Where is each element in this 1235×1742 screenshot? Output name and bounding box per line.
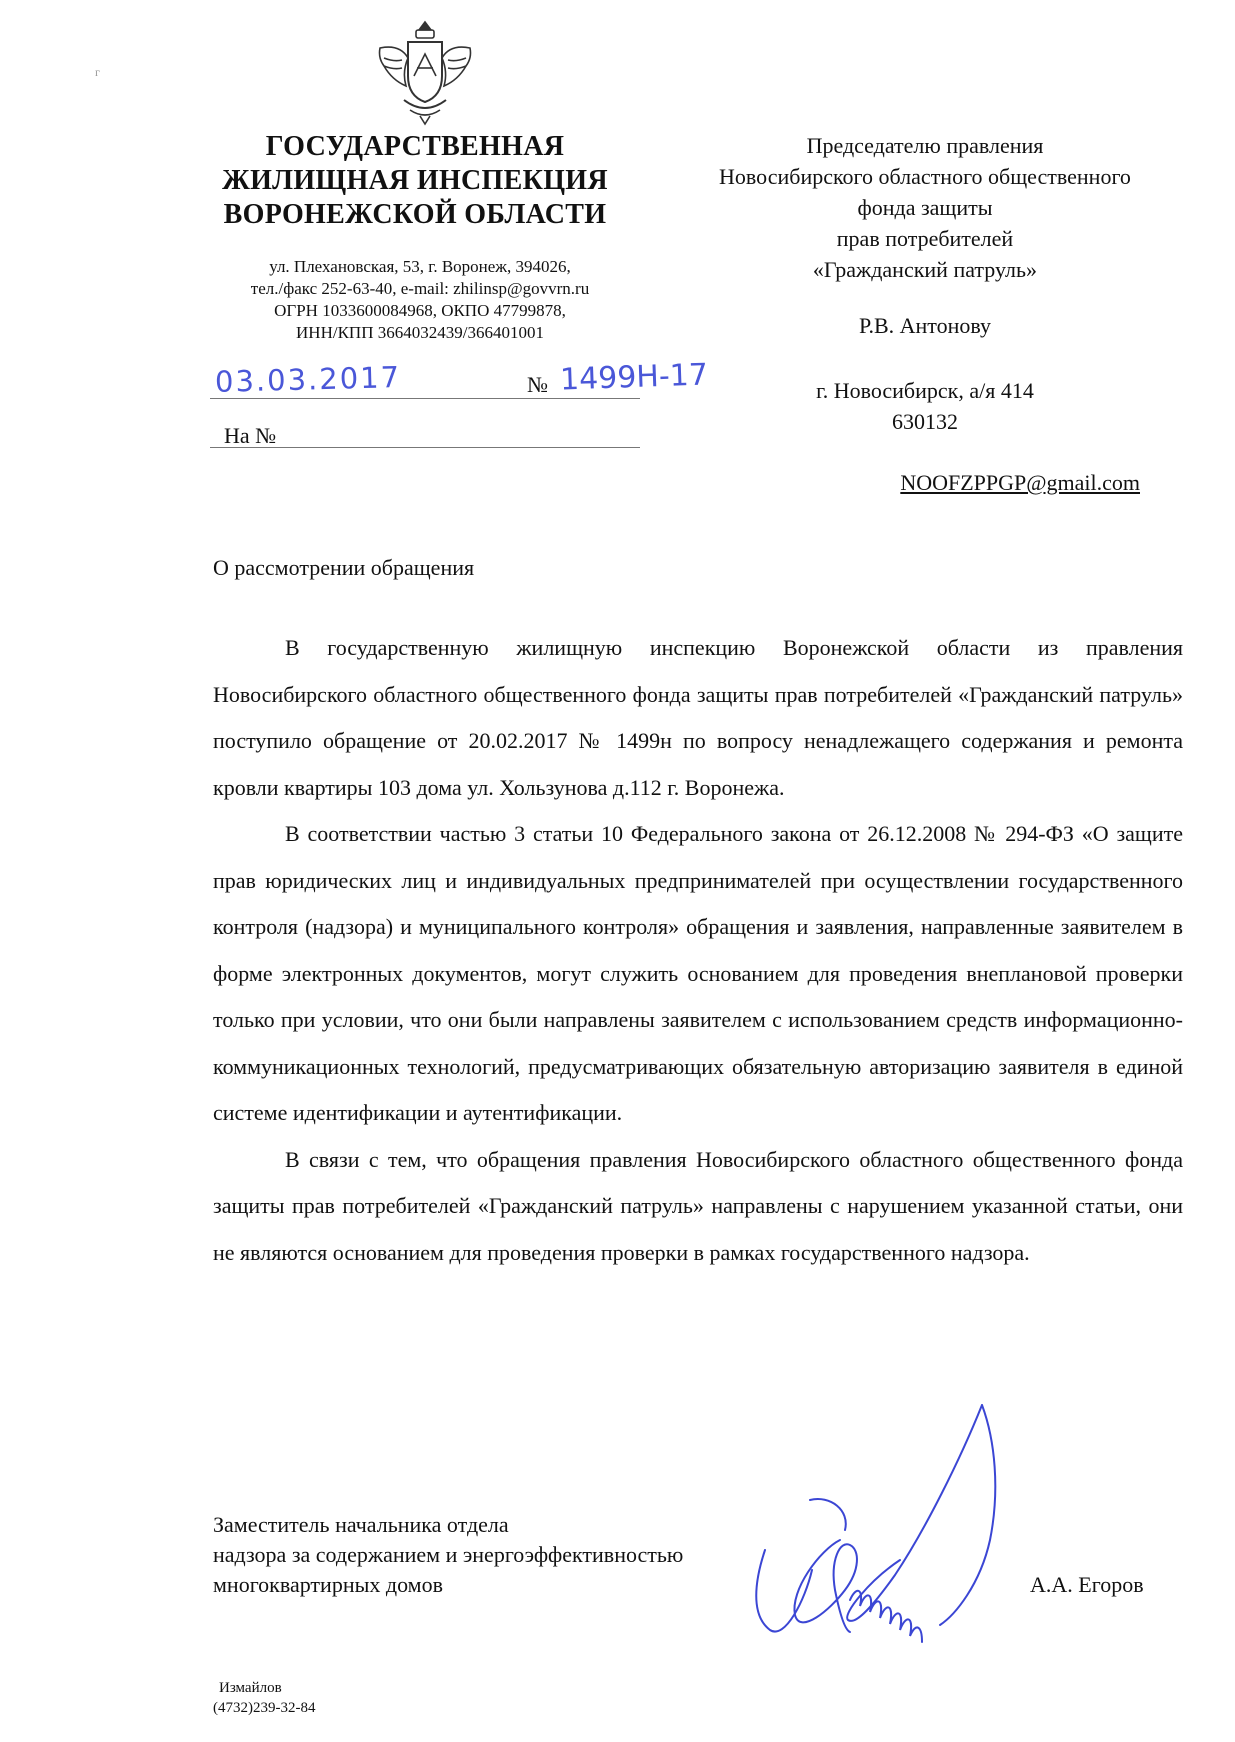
recipient-line: прав потребителей <box>836 226 1014 251</box>
org-inn: ИНН/КПП 3664032439/366401001 <box>296 323 544 342</box>
org-ogrn: ОГРН 1033600084968, ОКПО 47799878, <box>274 301 566 320</box>
recipient-postcode: 630132 <box>892 409 958 434</box>
body-paragraph: В связи с тем, что обращения правления Новосибирского областного общественного фонда защиты прав потребителей «Гражданский патруль» направлены с нарушением указанной статьи, они не являются основанием для проведения проверки в рамках государственного надзора. <box>213 1146 1183 1265</box>
org-address: ул. Плехановская, 53, г. Воронеж, 394026, <box>269 257 571 276</box>
registration-date: 03.03.2017 <box>214 360 402 399</box>
letter-body <box>213 625 1183 1276</box>
recipient-name: Р.В. Антонову <box>858 313 992 338</box>
handwritten-signature <box>750 1400 1090 1645</box>
registration-number-label: № <box>527 372 548 397</box>
body-paragraph: В соответствии частью 3 статьи 10 Федерального закона от 26.12.2008 № 294-ФЗ «О защите прав юридических лиц и индивидуальных предпринимателей при осуществлении государственного контроля (надзора) и муниципального контроля» обращения и заявления, направленные заявителем в форме электронных документов, могут служить основанием для проведения внеплановой проверки только при условии, что они были направлены заявителем с использованием средств информационно-коммуникационных технологий, предусматривающих обязательную авторизацию заявителя в единой системе идентификации и аутентификации. <box>213 821 1183 1125</box>
recipient-address <box>660 375 1190 437</box>
org-name-line: ЖИЛИЩНАЯ ИНСПЕКЦИЯ <box>222 165 608 196</box>
org-details <box>210 256 630 344</box>
org-name <box>205 130 625 232</box>
signatory-title <box>213 1510 683 1600</box>
signatory-title-line: многоквартирных домов <box>213 1572 443 1597</box>
reply-to-label: На № <box>224 423 277 448</box>
signatory-name: А.А. Егоров <box>1030 1572 1144 1597</box>
executor-name: Измайлов <box>219 1680 282 1696</box>
signatory-title-line: Заместитель начальника отдела <box>213 1512 509 1537</box>
body-paragraph: В государственную жилищную инспекцию Воронежской области из правления Новосибирского областного общественного фонда защиты прав потребителей «Гражданский патруль» поступило обращение от 20.02.2017 № 1499н по вопросу ненадлежащего содержания и ремонта кровли квартиры 103 дома ул. Хользунова д.112 г. Воронежа. <box>213 635 1183 800</box>
recipient-block <box>660 130 1190 285</box>
org-contacts: тел./факс 252-63-40, e-mail: zhilinsp@govvrn.ru <box>250 279 590 298</box>
recipient-line: фонда защиты <box>857 195 993 220</box>
recipient-line: Председателю правления <box>806 133 1044 158</box>
reply-to-underline <box>210 447 640 448</box>
org-name-line: ВОРОНЕЖСКОЙ ОБЛАСТИ <box>223 199 607 230</box>
registration-number: 1499Н-17 <box>559 357 709 398</box>
signatory-title-line: надзора за содержанием и энергоэффективностью <box>213 1542 684 1567</box>
recipient-line: «Гражданский патруль» <box>812 257 1038 282</box>
executor-info <box>213 1678 315 1718</box>
coat-of-arms-icon <box>370 18 480 128</box>
recipient-line: Новосибирского областного общественного <box>719 164 1131 189</box>
recipient-address-line: г. Новосибирск, а/я 414 <box>816 378 1034 403</box>
executor-phone: (4732)239-32-84 <box>213 1700 316 1716</box>
registration-underline <box>210 398 640 399</box>
org-name-line: ГОСУДАРСТВЕННАЯ <box>265 131 565 162</box>
scan-mark: ᴦ <box>95 65 100 79</box>
letter-subject: О рассмотрении обращения <box>213 555 475 580</box>
recipient-email-link[interactable]: NOOFZPPGP@gmail.com <box>900 470 1140 495</box>
